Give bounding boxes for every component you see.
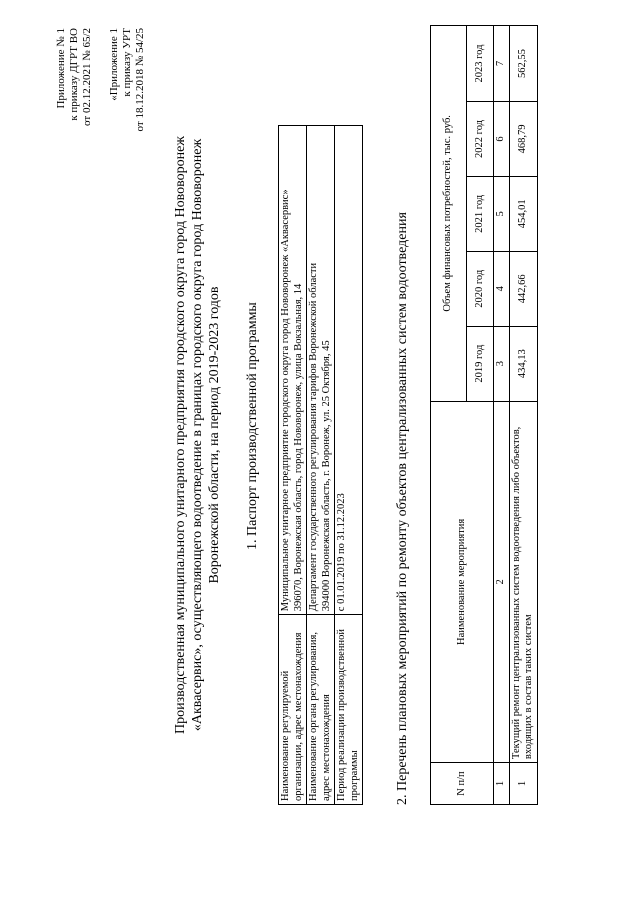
passport-table xyxy=(278,125,363,805)
row-value: 454,01 xyxy=(509,176,537,251)
index-cell: 6 xyxy=(494,102,510,177)
row-value: 468,79 xyxy=(509,102,537,177)
title-line: Производственная муниципального унитарного предприятия городского округа город Нововоронеж xyxy=(173,136,188,735)
title-line: Воронежской области, на период 2019-2023 годов xyxy=(207,286,222,584)
annex-line: к приказу ДГРТ ВО xyxy=(68,28,80,121)
document-title xyxy=(172,85,223,785)
value-line: с 01.01.2019 по 31.12.2023 xyxy=(336,493,347,612)
passport-value xyxy=(279,126,307,615)
index-cell: 4 xyxy=(494,251,510,326)
index-cell: 5 xyxy=(494,176,510,251)
value-line: 394000 Воронежская область, г. Воронеж, ул. 25 Октября, 45 xyxy=(320,340,332,612)
row-value: 442,66 xyxy=(509,251,537,326)
annex-line: от 18.12.2018 № 54/25 xyxy=(134,28,146,132)
passport-value xyxy=(307,126,335,615)
annex-line: «Приложение 1 xyxy=(108,28,120,101)
table-index-row xyxy=(494,26,510,805)
header-volume: Объем финансовых потребностей, тыс. руб. xyxy=(431,26,467,402)
index-cell: 1 xyxy=(494,763,510,805)
passport-label: Наименование органа регулирования, адрес местонахождения xyxy=(307,615,335,805)
header-year: 2022 год xyxy=(466,102,493,177)
annex-note-previous xyxy=(108,28,147,248)
section1-heading: 1. Паспорт производственной программы xyxy=(245,302,260,550)
row-value: 434,13 xyxy=(509,326,537,401)
passport-label: Период реализации производственной программы xyxy=(335,615,363,805)
table-row xyxy=(279,126,307,805)
annex-line: к приказу УРТ xyxy=(121,28,133,97)
annex-note-current xyxy=(55,28,94,248)
table-header-row xyxy=(431,26,467,805)
value-line: Департамент государственного регулирования тарифов Воронежской области xyxy=(308,262,319,612)
header-year: 2020 год xyxy=(466,251,493,326)
header-name: Наименование мероприятия xyxy=(431,401,494,762)
value-line: Муниципальное унитарное предприятие городского округа город Нововоронеж «Аквасервис» xyxy=(280,189,291,612)
header-year: 2019 год xyxy=(466,326,493,401)
annex-line: от 02.12.2021 № 65/2 xyxy=(81,28,93,126)
row-value: 562,55 xyxy=(509,26,537,102)
index-cell: 2 xyxy=(494,401,510,762)
index-cell: 7 xyxy=(494,26,510,102)
section2-heading: 2. Перечень плановых мероприятий по ремонту объектов централизованных систем водоотведения xyxy=(395,212,410,805)
row-name: Текущий ремонт централизованных систем водоотведения либо объектов, входящих в состав таких систем xyxy=(509,401,537,762)
value-line: 396070, Воронежская область, город Нововоронеж, улица Вокзальная, 14 xyxy=(292,283,304,612)
header-num: N п/п xyxy=(431,763,494,805)
header-year: 2021 год xyxy=(466,176,493,251)
header-year: 2023 год xyxy=(466,26,493,102)
table-row xyxy=(335,126,363,805)
row-num: 1 xyxy=(509,763,537,805)
table-row xyxy=(307,126,335,805)
title-line: «Аквасервис», осуществляющего водоотведение в границах городского округа город Нововоронеж xyxy=(190,138,205,732)
annex-line: Приложение № 1 xyxy=(55,28,67,109)
measures-table xyxy=(430,25,538,805)
table-row xyxy=(509,26,537,805)
passport-label: Наименование регулируемой организации, адрес местонахождения xyxy=(279,615,307,805)
passport-value xyxy=(335,126,363,615)
index-cell: 3 xyxy=(494,326,510,401)
